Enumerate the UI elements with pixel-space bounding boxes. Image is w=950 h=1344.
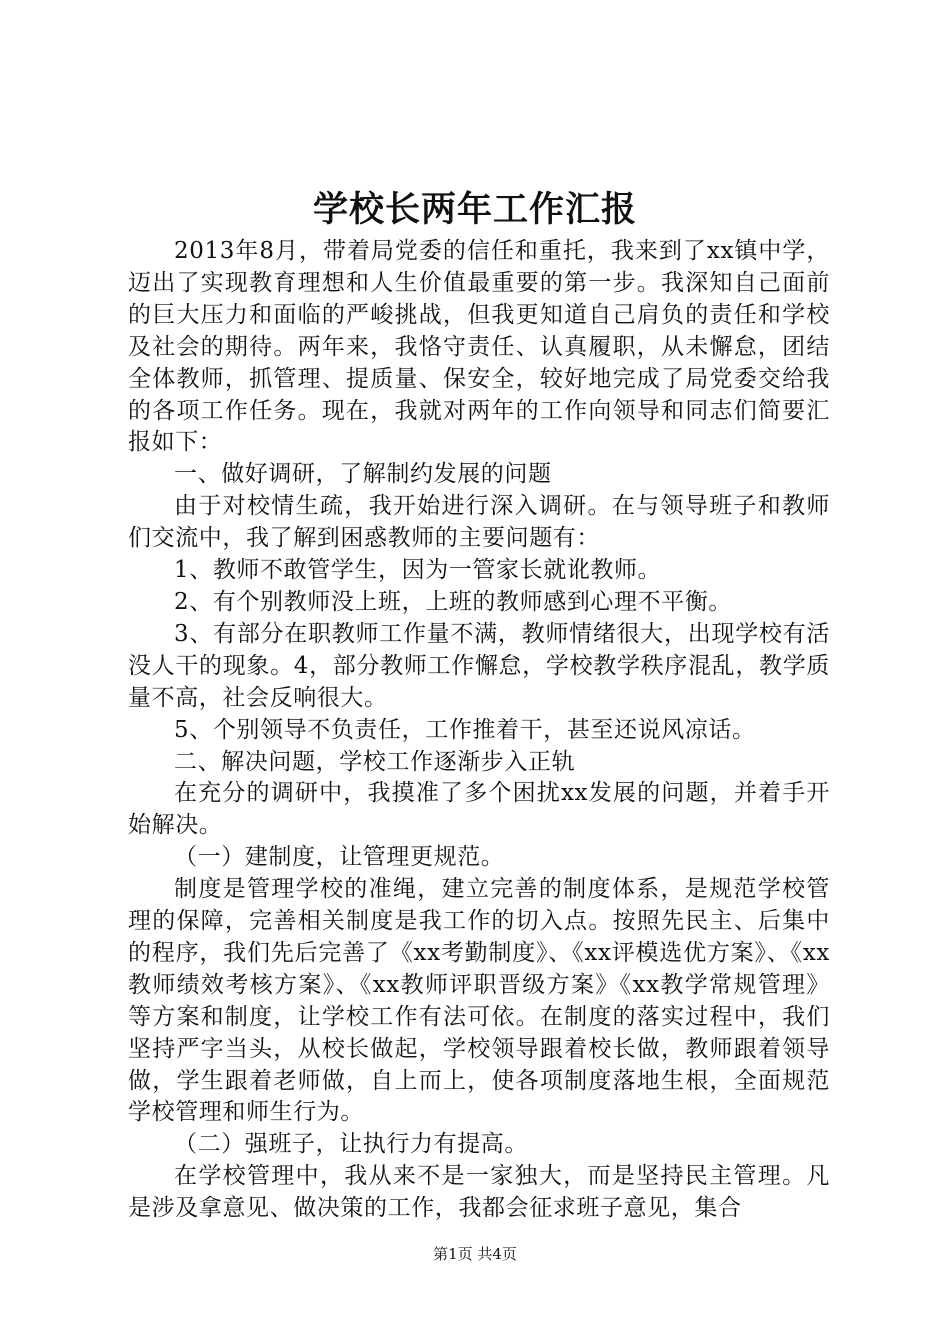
paragraph: 制度是管理学校的准绳，建立完善的制度体系，是规范学校管理的保障，完善相关制度是我工作的切入点。按照先民主、后集中的程序，我们先后完善了《xx考勤制度》、《xx评模选优方案》、《xx教师绩效考核方案》、《xx教师评职晋级方案》《xx教学常规管理》等方案和制度，让学校工作有法可依。在制度的落实过程中，我们坚持严字当头，从校长做起，学校领导跟着校长做，教师跟着领导做，学生跟着老师做，自上而上，使各项制度落地生根，全面规范学校管理和师生行为。 [128,876,830,1126]
document-title: 学校长两年工作汇报 [312,189,637,230]
section-heading: 二、解决问题，学校工作逐渐步入正轨 [174,748,576,775]
list-item: 5、个别领导不负责任，工作推着干，甚至还说风凉话。 [174,716,756,743]
section-heading: 一、做好调研，了解制约发展的问题 [174,461,552,488]
paragraph: 2013年8月，带着局党委的信任和重托，我来到了xx镇中学，迈出了实现教育理想和人生价值最重要的第一步。我深知自己面前的巨大压力和面临的严峻挑战，但我更知道自己肩负的责任和学校及社会的期待。两年来，我恪守责任、认真履职，从未懈怠，团结全体教师，抓管理、提质量、保安全，较好地完成了局党委交给我的各项工作任务。现在，我就对两年的工作向领导和同志们简要汇报如下： [128,238,830,456]
paragraph: 在充分的调研中，我摸准了多个困扰xx发展的问题，并着手开始解决。 [128,780,830,839]
page-footer: 第1页 共4页 [433,1245,517,1263]
list-item: 2、有个别教师没上班，上班的教师感到心理不平衡。 [174,588,733,615]
subsection-heading: （一）建制度，让管理更规范。 [174,844,505,871]
list-item: 1、教师不敢管学生，因为一管家长就讹教师。 [174,557,662,584]
paragraph: 由于对校情生疏，我开始进行深入调研。在与领导班子和教师们交流中，我了解到困惑教师的主要问题有： [128,493,830,552]
paragraph: 在学校管理中，我从来不是一家独大，而是坚持民主管理。凡是涉及拿意见、做决策的工作，我都会征求班子意见，集合 [128,1163,830,1222]
list-item: 3、有部分在职教师工作量不满，教师情绪很大，出现学校有活没人干的现象。4，部分教师工作懈怠，学校教学秩序混乱，教学质量不高，社会反响很大。 [128,620,830,711]
subsection-heading: （二）强班子，让执行力有提高。 [174,1131,528,1158]
document-body [128,236,830,1225]
